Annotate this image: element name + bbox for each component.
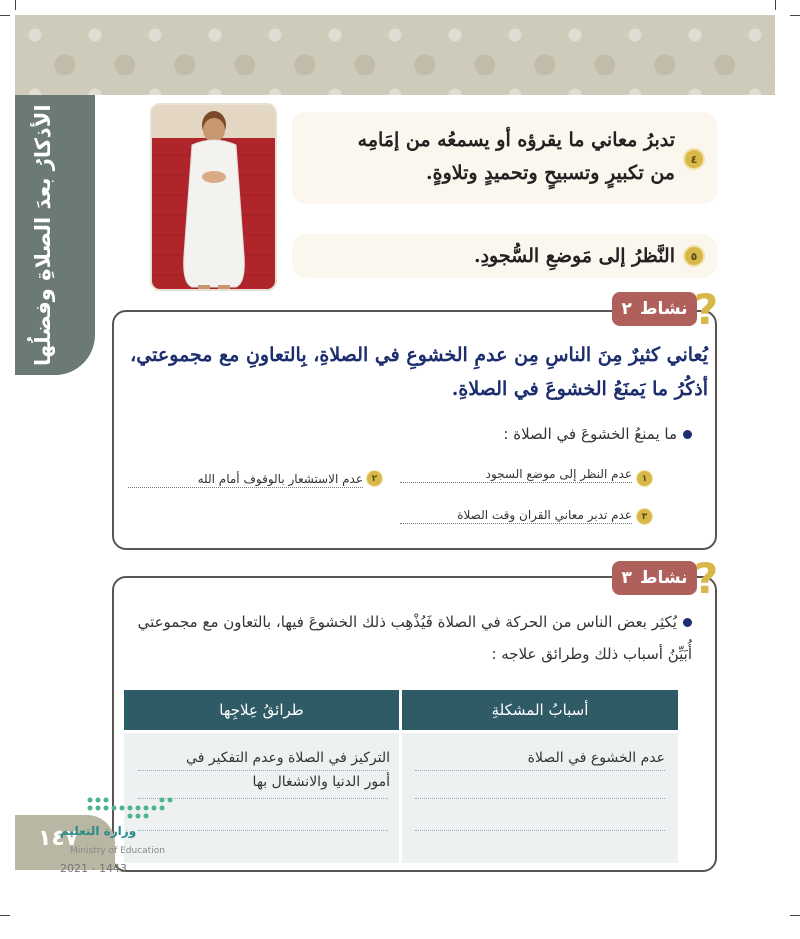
page-number: ١٤٧ bbox=[38, 826, 79, 851]
chapter-title: الأذكارُ بعدَ الصلاةِ وفضلُها bbox=[31, 104, 55, 366]
header-pattern-band bbox=[15, 15, 775, 95]
causes-line bbox=[415, 770, 665, 771]
crop-mark bbox=[790, 915, 800, 916]
activity-2-instruction: يُعاني كثيرٌ مِنَ الناسِ مِن عدمِ الخشوعِ في الصلاةِ، بِالتعاونِ مع مجموعتي، أذكُرُ ما يَمنَعُ الخشوعَ في الصلاةِ. bbox=[130, 344, 708, 400]
activity-2-label-text: نشاط bbox=[639, 299, 688, 319]
causes-line bbox=[415, 830, 665, 831]
activity-3-instruction-text: يُكثِر بعض الناس من الحركة في الصلاة فَيُذْهِب ذلك الخشوعَ فيها، بالتعاون مع مجموعتي أُبَيِّنُ أسباب ذلك وطرائق علاجه : bbox=[137, 613, 692, 663]
remedy-answer[interactable]: التركيز في الصلاة وعدم التفكير في أمور الدنيا والانشغال بها bbox=[186, 750, 390, 790]
table-header-causes: أسبابُ المشكلةِ bbox=[402, 690, 678, 730]
answer-3-number: ٣ bbox=[636, 508, 653, 525]
crop-mark bbox=[15, 0, 16, 10]
answer-1-number: ١ bbox=[636, 470, 653, 487]
activity-2-prompt bbox=[420, 425, 692, 443]
point-5-number: ٥ bbox=[683, 245, 705, 267]
activity-3-label-text: نشاط bbox=[639, 568, 688, 588]
activity-2-prompt-text: ما يمنعُ الخشوعَ في الصلاة : bbox=[503, 425, 677, 443]
answer-2-number: ٢ bbox=[366, 470, 383, 487]
bullet-dot-icon bbox=[683, 618, 692, 627]
crop-mark bbox=[0, 915, 10, 916]
edition-year: 2021 - 1443 bbox=[60, 862, 127, 875]
point-4-number: ٤ bbox=[683, 148, 705, 170]
crop-mark bbox=[775, 0, 776, 10]
point-4-text: تدبرُ معاني ما يقرؤه أو يسمعُه من إمَامِه من تكبيرٍ وتسبيحٍ وتحميدٍ وتلاوةٍ. bbox=[357, 129, 675, 184]
answer-1-field[interactable]: عدم النظر إلى موضع السجود bbox=[400, 467, 632, 483]
answer-3-field[interactable]: عدم تدبر معاني القران وقت الصلاة bbox=[400, 508, 632, 524]
remedies-line bbox=[138, 830, 388, 831]
ministry-logo-icon bbox=[82, 792, 178, 822]
activity-3-instruction bbox=[122, 606, 692, 670]
activity-3-label bbox=[612, 561, 697, 595]
bullet-dot-icon bbox=[683, 430, 692, 439]
praying-boy-photo bbox=[150, 103, 277, 291]
crop-mark bbox=[790, 15, 800, 16]
activity-2-label bbox=[612, 292, 697, 326]
activity-3-number: ٣ bbox=[621, 568, 632, 588]
causes-line bbox=[415, 798, 665, 799]
ministry-name-en: Ministry of Education bbox=[70, 846, 165, 856]
point-5-text: النَّظرُ إلى مَوضعِ السُّجودِ. bbox=[473, 245, 675, 267]
answer-2-field[interactable]: عدم الاستشعار بالوقوف أمام الله bbox=[128, 472, 363, 488]
activity-2-number: ٢ bbox=[621, 299, 632, 319]
table-header-remedies: طرائقُ عِلاجِها bbox=[124, 690, 399, 730]
ministry-name-ar: وزارة التعليم bbox=[60, 824, 137, 838]
question-mark-icon: ? bbox=[693, 554, 719, 603]
question-mark-icon: ? bbox=[693, 285, 719, 334]
praying-boy-illustration bbox=[152, 105, 277, 291]
cause-answer[interactable]: عدم الخشوع في الصلاة bbox=[527, 750, 665, 766]
crop-mark bbox=[0, 15, 10, 16]
